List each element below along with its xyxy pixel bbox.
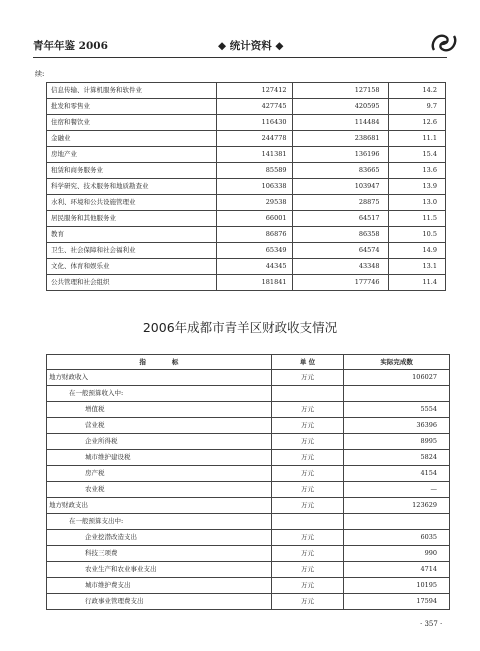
table-row — [47, 275, 446, 291]
industry-name-cell: 租赁和商务服务业 — [47, 163, 217, 179]
value-cell: 36396 — [344, 418, 450, 434]
value-cell: 6035 — [344, 530, 450, 546]
indicator-cell: 城市维护费支出 — [47, 578, 272, 594]
value-cell: 43348 — [293, 259, 388, 275]
table-row — [47, 195, 446, 211]
header-divider — [33, 57, 447, 58]
unit-cell — [271, 514, 343, 530]
table-row — [47, 386, 450, 402]
value-cell: 66001 — [217, 211, 293, 227]
indicator-cell: 科技三项费 — [47, 546, 272, 562]
table-row — [47, 434, 450, 450]
unit-cell: 万元 — [271, 498, 343, 514]
indicator-cell: 企业挖潜改造支出 — [47, 530, 272, 546]
unit-cell: 万元 — [271, 482, 343, 498]
value-cell: 123629 — [344, 498, 450, 514]
value-cell: 427745 — [217, 99, 293, 115]
value-cell: 86358 — [293, 227, 388, 243]
industry-name-cell: 公共管理和社会组织 — [47, 275, 217, 291]
yearbook-logo-icon — [428, 30, 460, 56]
value-cell: 127158 — [293, 83, 388, 99]
value-cell: 83665 — [293, 163, 388, 179]
value-cell: 85589 — [217, 163, 293, 179]
value-cell: 28875 — [293, 195, 388, 211]
indicator-header: 指 标 — [47, 355, 272, 370]
table-row — [47, 562, 450, 578]
value-cell: 177746 — [293, 275, 388, 291]
value-cell — [344, 386, 450, 402]
industry-name-cell: 房地产业 — [47, 147, 217, 163]
ratio-cell: 13.9 — [388, 179, 445, 195]
section-title: ◆ 统计资料 ◆ — [218, 40, 284, 52]
ratio-cell: 14.2 — [388, 83, 445, 99]
value-cell: 17594 — [344, 594, 450, 610]
value-cell: 8995 — [344, 434, 450, 450]
unit-cell: 万元 — [271, 594, 343, 610]
unit-cell — [271, 386, 343, 402]
value-cell: 5824 — [344, 450, 450, 466]
table-row — [47, 243, 446, 259]
unit-cell: 万元 — [271, 450, 343, 466]
yearbook-title: 青年年鉴 2006 — [33, 40, 108, 52]
indicator-cell: 在一般预算收入中: — [47, 386, 272, 402]
table-row — [47, 115, 446, 131]
indicator-cell: 农业生产和农业事业支出 — [47, 562, 272, 578]
unit-cell: 万元 — [271, 578, 343, 594]
indicator-cell: 营业税 — [47, 418, 272, 434]
ratio-cell: 12.6 — [388, 115, 445, 131]
table-row — [47, 514, 450, 530]
value-cell: 10195 — [344, 578, 450, 594]
indicator-cell: 企业所得税 — [47, 434, 272, 450]
table-row — [47, 466, 450, 482]
industry-name-cell: 科学研究、技术服务和地质勘查业 — [47, 179, 217, 195]
industry-name-cell: 水利、环境和公共设施管理业 — [47, 195, 217, 211]
table-row — [47, 530, 450, 546]
industry-name-cell: 信息传输、计算机服务和软件业 — [47, 83, 217, 99]
value-cell: 64517 — [293, 211, 388, 227]
unit-cell: 万元 — [271, 370, 343, 386]
table-row — [47, 418, 450, 434]
value-cell: 420595 — [293, 99, 388, 115]
ratio-cell: 11.1 — [388, 131, 445, 147]
table-row — [47, 482, 450, 498]
industry-table — [46, 82, 446, 291]
continued-label: 续: — [35, 70, 45, 78]
industry-name-cell: 居民服务和其他服务业 — [47, 211, 217, 227]
running-header — [33, 38, 447, 54]
table-row — [47, 163, 446, 179]
value-cell: 4154 — [344, 466, 450, 482]
value-cell: 29538 — [217, 195, 293, 211]
value-header: 实际完成数 — [344, 355, 450, 370]
value-cell: 103947 — [293, 179, 388, 195]
value-cell: 127412 — [217, 83, 293, 99]
table-row — [47, 259, 446, 275]
table-row — [47, 227, 446, 243]
unit-cell: 万元 — [271, 418, 343, 434]
ratio-cell: 13.6 — [388, 163, 445, 179]
value-cell: 106338 — [217, 179, 293, 195]
value-cell: 181841 — [217, 275, 293, 291]
unit-cell: 万元 — [271, 562, 343, 578]
ratio-cell: 14.9 — [388, 243, 445, 259]
value-cell: 5554 — [344, 402, 450, 418]
value-cell: 114484 — [293, 115, 388, 131]
value-cell — [344, 514, 450, 530]
industry-name-cell: 住宿和餐饮业 — [47, 115, 217, 131]
value-cell: 136196 — [293, 147, 388, 163]
value-cell: 990 — [344, 546, 450, 562]
indicator-cell: 房产税 — [47, 466, 272, 482]
unit-header: 单 位 — [271, 355, 343, 370]
unit-cell: 万元 — [271, 434, 343, 450]
ratio-cell: 13.1 — [388, 259, 445, 275]
value-cell: 244778 — [217, 131, 293, 147]
value-cell: 4714 — [344, 562, 450, 578]
table-row — [47, 450, 450, 466]
value-cell: 141381 — [217, 147, 293, 163]
finance-header-row — [47, 355, 450, 370]
finance-table-title: 2006年成都市青羊区财政收支情况 — [142, 320, 338, 335]
unit-cell: 万元 — [271, 530, 343, 546]
ratio-cell: 11.4 — [388, 275, 445, 291]
table-row — [47, 131, 446, 147]
table-row — [47, 370, 450, 386]
table-row — [47, 578, 450, 594]
indicator-cell: 地方财政支出 — [47, 498, 272, 514]
industry-name-cell: 批发和零售业 — [47, 99, 217, 115]
value-cell: 65349 — [217, 243, 293, 259]
industry-name-cell: 卫生、社会保障和社会福利业 — [47, 243, 217, 259]
indicator-cell: 行政事业管理费支出 — [47, 594, 272, 610]
value-cell: 116430 — [217, 115, 293, 131]
table-row — [47, 179, 446, 195]
finance-table — [46, 354, 450, 610]
table-row — [47, 211, 446, 227]
value-cell: 86876 — [217, 227, 293, 243]
table-row — [47, 402, 450, 418]
indicator-cell: 增值税 — [47, 402, 272, 418]
value-cell: 44345 — [217, 259, 293, 275]
indicator-cell: 地方财政收入 — [47, 370, 272, 386]
page-number: · 357 · — [420, 620, 443, 628]
indicator-cell: 在一般预算支出中: — [47, 514, 272, 530]
table-row — [47, 498, 450, 514]
indicator-cell: 城市维护建设税 — [47, 450, 272, 466]
table-row — [47, 83, 446, 99]
table-row — [47, 594, 450, 610]
value-cell: 106027 — [344, 370, 450, 386]
value-cell: — — [344, 482, 450, 498]
industry-name-cell: 文化、体育和娱乐业 — [47, 259, 217, 275]
ratio-cell: 13.0 — [388, 195, 445, 211]
ratio-cell: 9.7 — [388, 99, 445, 115]
unit-cell: 万元 — [271, 466, 343, 482]
industry-name-cell: 教育 — [47, 227, 217, 243]
table-row — [47, 99, 446, 115]
value-cell: 238681 — [293, 131, 388, 147]
unit-cell: 万元 — [271, 402, 343, 418]
ratio-cell: 10.5 — [388, 227, 445, 243]
unit-cell: 万元 — [271, 546, 343, 562]
indicator-cell: 农业税 — [47, 482, 272, 498]
table-row — [47, 546, 450, 562]
ratio-cell: 15.4 — [388, 147, 445, 163]
industry-name-cell: 金融业 — [47, 131, 217, 147]
table-row — [47, 147, 446, 163]
value-cell: 64574 — [293, 243, 388, 259]
ratio-cell: 11.5 — [388, 211, 445, 227]
